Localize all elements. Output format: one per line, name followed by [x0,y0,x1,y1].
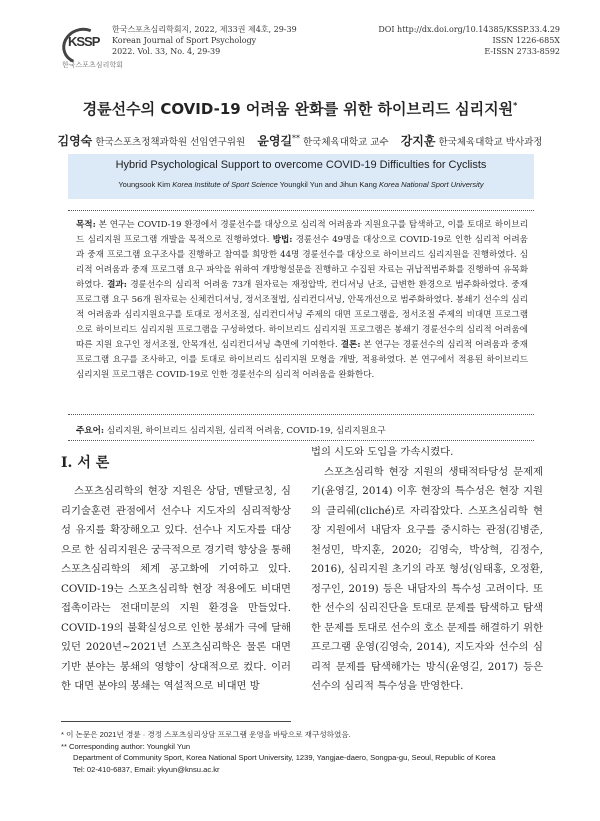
body-right-column [311,443,543,697]
abstract-top-divider [68,210,534,211]
journal-info-left [112,24,297,57]
abstract-method-label: 방법: [272,235,293,245]
footnote-2-contact: Tel: 02-410-6837, Email: ykyun@knsu.ac.kr [73,764,220,774]
abstract: 목적: 본 연구는 COVID-19 환경에서 경륜선수를 대상으로 심리적 어려움과 지원요구를 탐색하고, 이를 토대로 하이브리드 심리지원 프로그램 개발을 목적으로 진행하였다. 방법: 경륜선수 49명을 대상으로 COVID-19로 인한 심리적 어려움과 중재 프로그램 요구조사를 진행하고 참여를 희망한 44명 경륜선수를 대상으로 하이브리드 심리지원을 진행하였다. 심리적 어려움과 중재 프로그램 요구 파악을 위하여 개방형설문을 진행하고 수집된 자료는 귀납적범주화를 진행하여 유목화하였다. 결과: 경륜선수의 심리적 어려움 73개 원자료는 재정압박, 컨디셔닝 난조, 급변한 환경으로 범주화하였다. 중재 프로그램 요구 56개 원자료는 신체컨디셔닝, 정서조절법, 심리컨디셔닝, 안목개선으로 범주화하였다. 봉쇄기 선수의 심리적 어려움과 심리지원요구를 토대로 정서조절, 심리컨디셔닝 주제의 대면 프로그램을, 정서조절 주제의 비대면 프로그램으로 하이브리드 심리지원 프로그램을 구성하였다. 하이브리드 심리지원 프로그램은 봉쇄기 경륜선수의 심리적 어려움에 따른 지원 요구인 정서조절, 안목개선, 심리컨디셔닝 측면에 기여한다. 결론: 본 연구는 경륜선수의 심리적 어려움과 중재 프로그램 요구를 조사하고, 이를 토대로 하이브리드 심리지원 모형을 개발, 적용하였다. 본 연구에서 적용된 하이브리드 심리지원 프로그램은 COVID-19로 인한 경륜선수의 심리적 어려움을 완화한다. [76,220,528,380]
english-title: Hybrid Psychological Support to overcome COVID-19 Difficulties for Cyclists [115,159,487,171]
doi: DOI http://dx.doi.org/10.14385/KSSP.33.4.29 [378,25,560,34]
author-2-affiliation: 한국체육대학교 교수 [302,137,389,148]
journal-logo [62,26,100,60]
journal-info-right [378,24,560,57]
author-line [0,132,600,149]
footnote-rule [61,721,291,722]
author-2: 윤영길 [257,134,293,148]
issn: ISSN 1226-685X [492,36,560,45]
journal-name-en: Korean Journal of Sport Psychology [112,36,257,45]
footnote-2: ** Corresponding author: Youngkil Yun [61,741,191,751]
abstract-purpose-label: 목적: [76,220,96,230]
footnote-1: * 이 논문은 2021년 경륜 · 경정 스포츠심리상담 프로그램 운영을 바탕으로 재구성하였음. [61,730,351,739]
journal-header [62,24,560,78]
footnote-2-address: Department of Community Sport, Korea National Sport University, 1239, Yangjae-daero, Songpa-gu, Seoul, Republic of Korea [73,753,496,762]
abstract-keyword-divider [68,414,534,415]
author-1: 김영숙 [57,134,93,148]
abstract-result-label: 결과: [107,280,127,290]
author-3-affiliation: 한국체육대학교 박사과정 [438,137,543,148]
english-authors: Youngsook Kim Korea Institute of Sport Science Youngkil Yun and Jihun Kang Korea National Sport University [118,180,484,189]
section-heading: I. 서 론 [61,455,110,471]
keywords [76,424,528,436]
right-paragraph: 스포츠심리학 현장 지원의 생태적타당성 문제제기(윤영길, 2014) 이후 현장의 특수성은 현장 지원의 클리쉐(cliché)로 자리잡았다. 스포츠심리학 현장 지원에서 내담자 요구를 중시하는 관점(김병준, 천성민, 박지훈, 2020; 김영숙, 박상혁, 김정수, 2016), 심리지원 초기의 라포 형성(임태홍, 오정환, 정구인, 2019) 등은 내담자의 특수성 고려이다. 또한 선수의 심리진단을 토대로 문제를 탐색하고 탐색한 문제를 토대로 선수의 호소 문제를 해결하기 위한 프로그램 운영(김영숙, 2014), 지도자와 선수의 심리적 문제를 탐색해가는 방식(윤영길, 2017) 등은 선수의 심리적 특수성을 반영한다. [311,465,543,692]
paper-title: 경륜선수의 COVID-19 어려움 완화를 위한 하이브리드 심리지원* [82,100,518,118]
english-title-box [68,154,534,199]
abstract-conclusion-label: 결론: [340,340,361,350]
logo-subtitle: 한국스포츠심리학회 [62,62,123,69]
keywords-label: 주요어: [76,426,105,436]
keywords-text: 심리지원, 하이브리드 심리지원, 심리적 어려움, COVID-19, 심리지원요구 [104,426,386,436]
eissn: E-ISSN 2733-8592 [484,47,560,56]
author-3: 강지훈 [400,134,436,148]
title-footnote-mark: * [513,101,518,110]
right-continuation: 법의 시도와 도입을 가속시켰다. [311,446,454,458]
logo-text: KSSP [68,34,100,49]
keyword-bottom-divider [68,440,534,441]
body-left-column: 스포츠심리학의 현장 지원은 상담, 멘탈코칭, 심리기술훈련 관점에서 선수나 지도자의 심리적항상성 유지를 확장해오고 있다. 선수나 지도자를 대상으로 한 심리지원은 궁극적으로 경기력 향상을 통해 스포츠심리학의 체계 공고화에 기여하고 있다. COVID-19는 스포츠심리학 현장 적용에도 비대면 접촉이라는 전대미문의 지원 환경을 만들었다. COVID-19의 불확실성으로 인한 봉쇄가 극에 달해있던 2020년~2021년 스포츠심리학은 물론 대면 기반 분야는 봉쇄의 영향이 상대적으로 컸다. 이러한 대면 분야의 봉쇄는 역설적으로 비대면 방 [61,485,291,692]
footnotes [61,729,541,775]
author-1-affiliation: 한국스포츠정책과학원 선임연구위원 [95,137,246,148]
journal-volume: 2022. Vol. 33, No. 4, 29-39 [112,47,221,56]
author-2-mark: ** [292,133,300,143]
journal-name-ko: 한국스포츠심리학회지, 2022, 제33권 제4호, 29-39 [112,25,297,34]
